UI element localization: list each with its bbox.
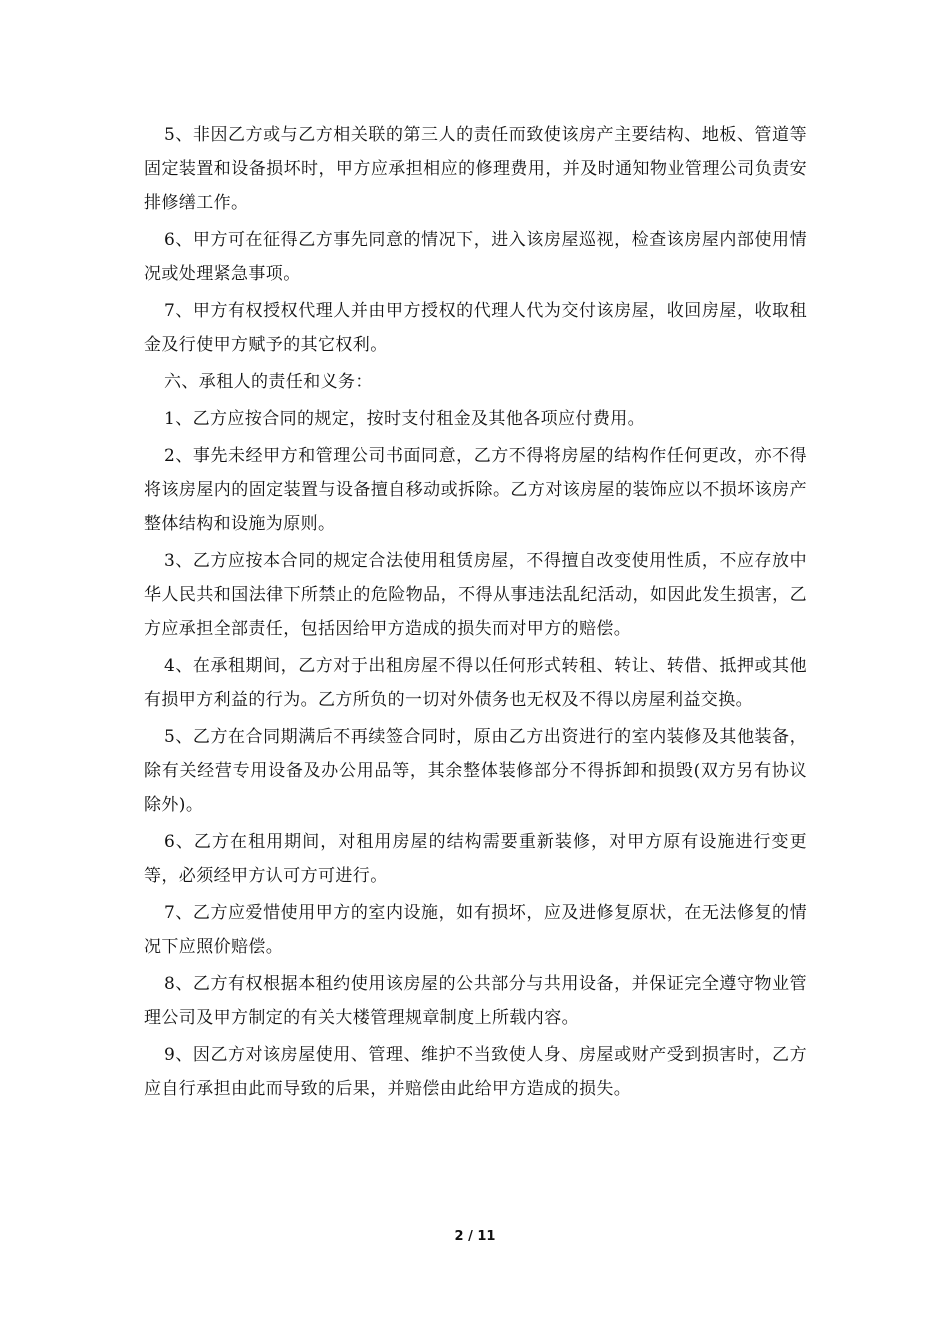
document-body	[144, 118, 807, 1109]
paragraph: 8、乙方有权根据本租约使用该房屋的公共部分与共用设备，并保证完全遵守物业管理公司及甲方制定的有关大楼管理规章制度上所载内容。	[144, 974, 807, 1028]
section-heading: 六、承租人的责任和义务：	[164, 372, 373, 392]
paragraph: 5、非因乙方或与乙方相关联的第三人的责任而致使该房产主要结构、地板、管道等固定装置和设备损坏时，甲方应承担相应的修理费用，并及时通知物业管理公司负责安排修缮工作。	[144, 125, 807, 213]
paragraph: 7、甲方有权授权代理人并由甲方授权的代理人代为交付该房屋，收回房屋，收取租金及行使甲方赋予的其它权利。	[144, 301, 807, 355]
paragraph: 7、乙方应爱惜使用甲方的室内设施，如有损坏，应及进修复原状，在无法修复的情况下应照价赔偿。	[144, 903, 807, 957]
paragraph: 4、在承租期间，乙方对于出租房屋不得以任何形式转租、转让、转借、抵押或其他有损甲方利益的行为。乙方所负的一切对外债务也无权及不得以房屋利益交换。	[144, 656, 807, 710]
paragraph: 1、乙方应按合同的规定，按时支付租金及其他各项应付费用。	[164, 409, 646, 429]
paragraph: 5、乙方在合同期满后不再续签合同时，原由乙方出资进行的室内装修及其他装备，除有关经营专用设备及办公用品等，其余整体装修部分不得拆卸和损毁(双方另有协议除外)。	[144, 727, 807, 815]
paragraph: 6、乙方在租用期间，对租用房屋的结构需要重新装修，对甲方原有设施进行变更等，必须经甲方认可方可进行。	[144, 832, 807, 886]
paragraph: 3、乙方应按本合同的规定合法使用租赁房屋，不得擅自改变使用性质，不应存放中华人民共和国法律下所禁止的危险物品，不得从事违法乱纪活动，如因此发生损害，乙方应承担全部责任，包括因给甲方造成的损失而对甲方的赔偿。	[144, 551, 807, 639]
page-total: 11	[477, 1229, 496, 1244]
paragraph: 2、事先未经甲方和管理公司书面同意，乙方不得将房屋的结构作任何更改，亦不得将该房屋内的固定装置与设备擅自移动或拆除。乙方对该房屋的装饰应以不损坏该房产整体结构和设施为原则。	[144, 446, 807, 534]
paragraph: 9、因乙方对该房屋使用、管理、维护不当致使人身、房屋或财产受到损害时，乙方应自行承担由此而导致的后果，并赔偿由此给甲方造成的损失。	[144, 1045, 807, 1099]
page-number-footer	[0, 1229, 950, 1244]
page-separator: /	[463, 1229, 478, 1244]
paragraph: 6、甲方可在征得乙方事先同意的情况下，进入该房屋巡视，检查该房屋内部使用情况或处理紧急事项。	[144, 230, 807, 284]
page-current: 2	[454, 1229, 464, 1244]
